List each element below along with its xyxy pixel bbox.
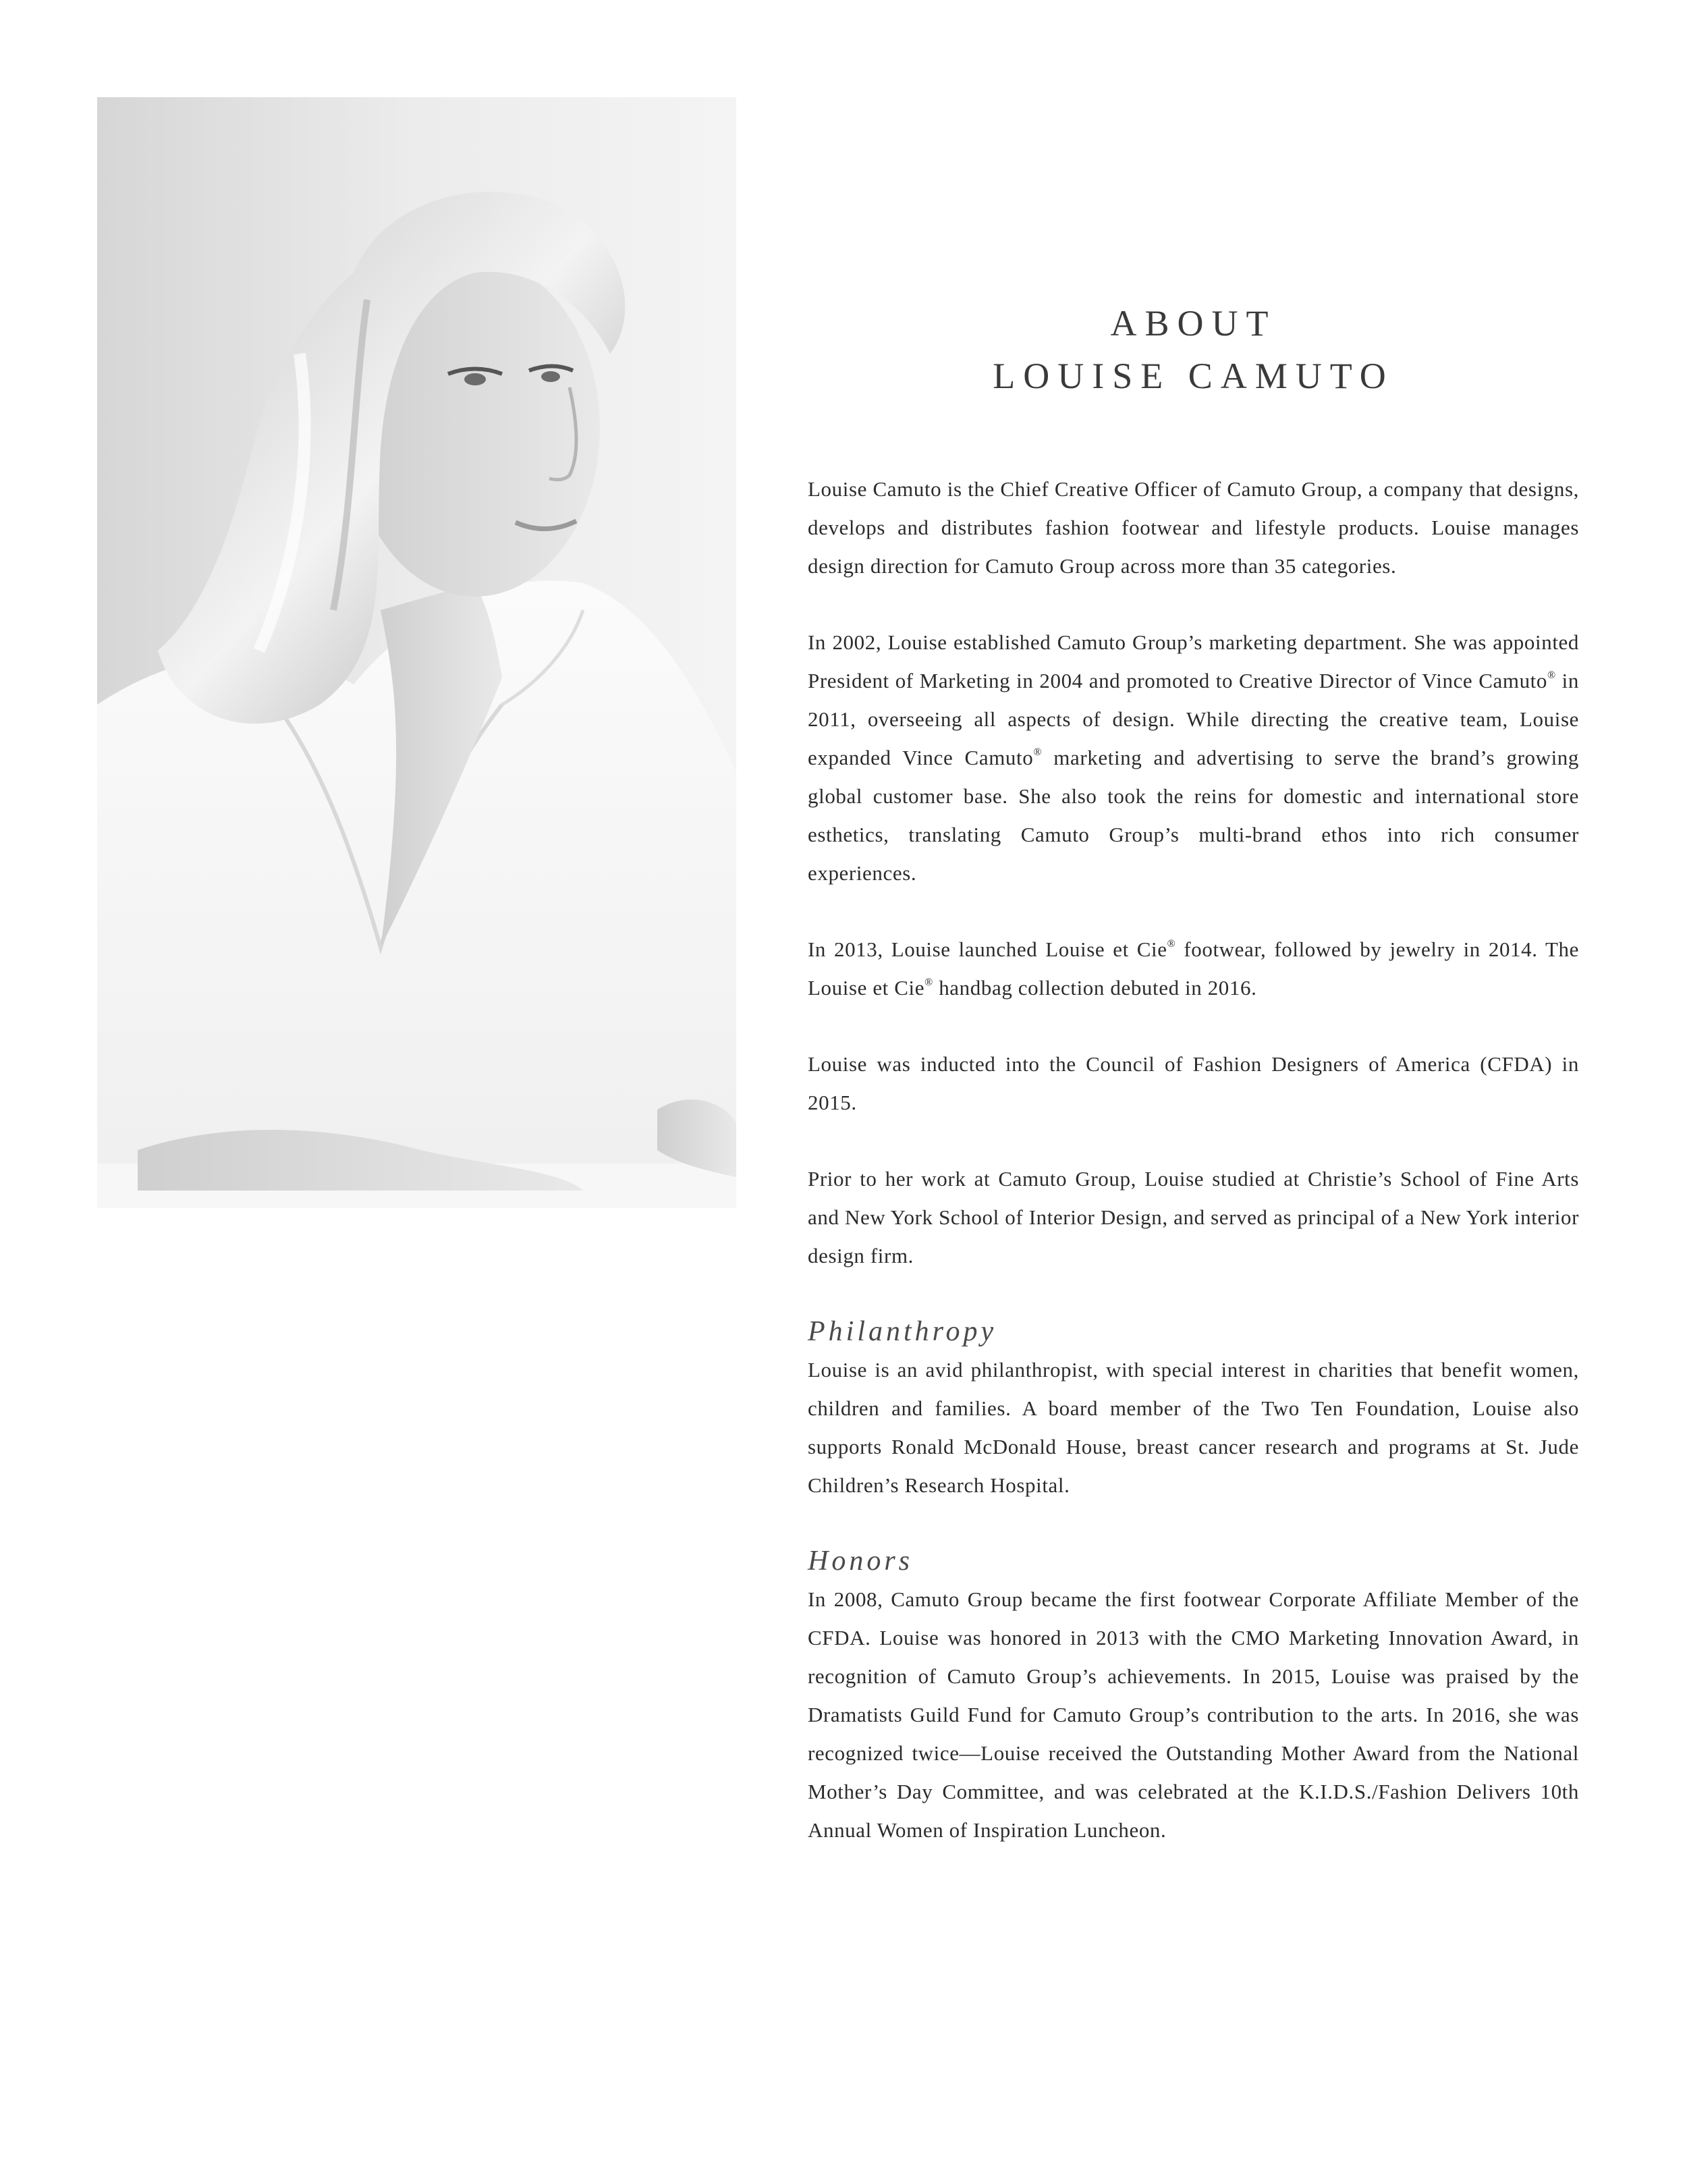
bio-paragraph: Louise was inducted into the Council of Fashion Designers of America (CFDA) in 2015. [808, 1052, 1579, 1114]
honors-section [808, 1542, 1579, 1849]
portrait-photo [97, 97, 736, 1208]
title-line-name: LOUISE CAMUTO [993, 356, 1394, 396]
title-line-about: ABOUT [1110, 303, 1277, 344]
philanthropy-heading: Philanthropy [808, 1316, 997, 1347]
philanthropy-section [808, 1313, 1579, 1504]
page-title [808, 297, 1579, 402]
philanthropy-text: Louise is an avid philanthropist, with special interest in charities that benefit women, children and families. A board member of the Two Ten Foundation, Louise also supports Ronald McDonald House, breast cancer research and programs at St. Jude Children’s Research Hospital. [808, 1358, 1579, 1497]
honors-heading: Honors [808, 1546, 914, 1577]
about-section [808, 297, 1579, 1887]
portrait-illustration [97, 97, 736, 1208]
honors-text: In 2008, Camuto Group became the first footwear Corporate Affiliate Member of the CFDA. Louise was honored in 2013 with the CMO Marketing Innovation Award, in recognition of Camuto Group’s achievements. In 2015, Louise was praised by the Dramatists Guild Fund for Camuto Group’s contribution to the arts. In 2016, she was recognized twice—Louise received the Outstanding Mother Award from the National Mother’s Day Committee, and was celebrated at the K.I.D.S./Fashion Delivers 10th Annual Women of Inspiration Luncheon. [808, 1587, 1579, 1842]
bio-paragraph: Prior to her work at Camuto Group, Louise studied at Christie’s School of Fine Arts and New York School of Interior Design, and served as principal of a New York interior design firm. [808, 1167, 1579, 1267]
bio-paragraph: In 2002, Louise established Camuto Group’s marketing department. She was appointed President of Marketing in 2004 and promoted to Creative Director of Vince Camuto® in 2011, overseeing all aspects of design. While directing the creative team, Louise expanded Vince Camuto® marketing and advertising to serve the brand’s growing global customer base. She also took the reins for domestic and international store esthetics, translating Camuto Group’s multi-brand ethos into rich consumer experiences. [808, 630, 1579, 885]
bio-paragraph: Louise Camuto is the Chief Creative Officer of Camuto Group, a company that designs, develops and distributes fashion footwear and lifestyle products. Louise manages design direction for Camuto Group across more than 35 categories. [808, 477, 1579, 578]
bio-paragraph: In 2013, Louise launched Louise et Cie® footwear, followed by jewelry in 2014. The Louise et Cie® handbag collection debuted in 2016. [808, 937, 1579, 1000]
